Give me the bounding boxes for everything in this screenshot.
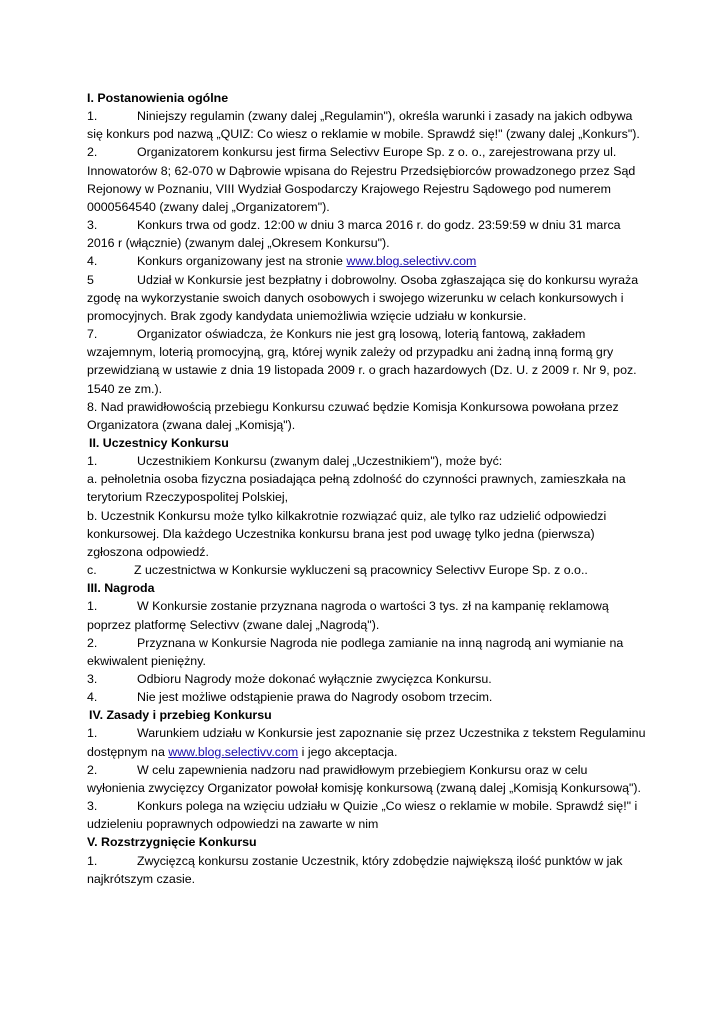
blog-link[interactable]: www.blog.selectivv.com xyxy=(168,744,299,759)
section-heading: I. Postanowienia ogólne xyxy=(87,91,229,105)
paragraph-3-2: 2. Przyznana w Konkursie Nagroda nie podlega zamianie na inną nagrodą ani wymianie na ekwiwalent pieniężny. xyxy=(87,635,624,668)
paragraph-4-1: 1. Warunkiem udziału w Konkursie jest zapoznanie się przez Uczestnika z tekstem Regulaminu dostępnym na www.blog.selectivv.com i jego akceptacja. xyxy=(87,726,646,759)
paragraph-3-4: 4. Nie jest możliwe odstąpienie prawa do Nagrody osobom trzecim. xyxy=(87,690,493,705)
paragraph-1-7: 7. Organizator oświadcza, że Konkurs nie jest grą losową, loterią fantową, zakładem wzajemnym, loterią promocyjną, grą, której wynik zależy od przypadku ani żadną inną formą gry przewidzianą w ustawie z dnia 19 listopada 2009 r. o grach hazardowych (Dz. U. z 2009 r. Nr 9, poz. 1540 ze zm.). xyxy=(87,327,637,396)
paragraph-1-5: 5 Udział w Konkursie jest bezpłatny i dobrowolny. Osoba zgłaszająca się do konkursu wyraża zgodę na wykorzystanie swoich danych osobowych i swojego wizerunku w celach konkursowych i promocyjnych. Brak zgody kandydata uniemożliwia wzięcie udziału w konkursie. xyxy=(87,272,639,323)
paragraph-3-1: 1. W Konkursie zostanie przyznana nagroda o wartości 3 tys. zł na kampanię reklamową poprzez platformę Selectivv (zwane dalej „Nagrodą"). xyxy=(87,599,609,632)
paragraph-2-c: c. Z uczestnictwa w Konkursie wykluczeni są pracownicy Selectivv Europe Sp. z o.o.. xyxy=(87,563,588,578)
paragraph-4-2: 2. W celu zapewnienia nadzoru nad prawidłowym przebiegiem Konkursu oraz w celu wyłonienia zwycięzcy Organizator powołał komisję konkursową (zwaną dalej „Komisją Konkursową"). xyxy=(87,762,641,795)
section-heading: II. Uczestnicy Konkursu xyxy=(89,435,229,450)
paragraph-4-3: 3. Konkurs polega na wzięciu udziału w Quizie „Co wiesz o reklamie w mobile. Sprawdź się!" i udzieleniu poprawnych odpowiedzi na zawarte w nim xyxy=(87,799,638,832)
blog-link[interactable]: www.blog.selectivv.com xyxy=(346,254,477,269)
section-heading: IV. Zasady i przebieg Konkursu xyxy=(89,708,272,723)
paragraph-2-1: 1. Uczestnikiem Konkursu (zwanym dalej „Uczestnikiem"), może być: xyxy=(87,454,503,469)
paragraph-3-3: 3. Odbioru Nagrody może dokonać wyłącznie zwycięzca Konkursu. xyxy=(87,672,492,686)
paragraph-1-1: 1. Niniejszy regulamin (zwany dalej „Regulamin"), określa warunki i zasady na jakich odbywa się konkurs pod nazwą „QUIZ: Co wiesz o reklamie w mobile. Sprawdź się!" (zwany dalej „Konkurs"). xyxy=(87,109,640,142)
paragraph-1-8: 8. Nad prawidłowością przebiegu Konkursu czuwać będzie Komisja Konkursowa powołana przez Organizatora (zwana dalej „Komisją"). xyxy=(87,399,619,432)
paragraph-2-b: b. Uczestnik Konkursu może tylko kilkakrotnie rozwiązać quiz, ale tylko raz udzielić odpowiedzi konkursowej. Dla każdego Uczestnika konkursu brana jest pod uwagę tylko jedna (pierwsza) zgłoszona odpowiedź. xyxy=(87,508,607,559)
paragraph-1-3: 3. Konkurs trwa od godz. 12:00 w dniu 3 marca 2016 r. do godz. 23:59:59 w dniu 31 marca 2016 r (włącznie) (zwanym dalej „Okresem Konkursu"). xyxy=(87,218,621,251)
document-body xyxy=(87,89,647,888)
paragraph-5-1: 1. Zwycięzcą konkursu zostanie Uczestnik, który zdobędzie największą ilość punktów w jak najkrótszym czasie. xyxy=(87,853,623,886)
paragraph-1-2: 2. Organizatorem konkursu jest firma Selectivv Europe Sp. z o. o., zarejestrowana przy ul. Innowatorów 8; 62-070 w Dąbrowie wpisana do Rejestru Przedsiębiorców prowadzonego przez Sąd Rejonowy w Poznaniu, VIII Wydział Gospodarczy Krajowego Rejestru Sądowego pod numerem 0000564540 (zwany dalej „Organizatorem"). xyxy=(87,145,636,214)
paragraph-2-a: a. pełnoletnia osoba fizyczna posiadająca pełną zdolność do czynności prawnych, zamieszkała na terytorium Rzeczypospolitej Polskiej, xyxy=(87,472,626,505)
section-heading: V. Rozstrzygnięcie Konkursu xyxy=(87,835,257,850)
paragraph-1-4: 4. Konkurs organizowany jest na stronie www.blog.selectivv.com xyxy=(87,254,477,269)
section-heading: III. Nagroda xyxy=(87,581,155,596)
